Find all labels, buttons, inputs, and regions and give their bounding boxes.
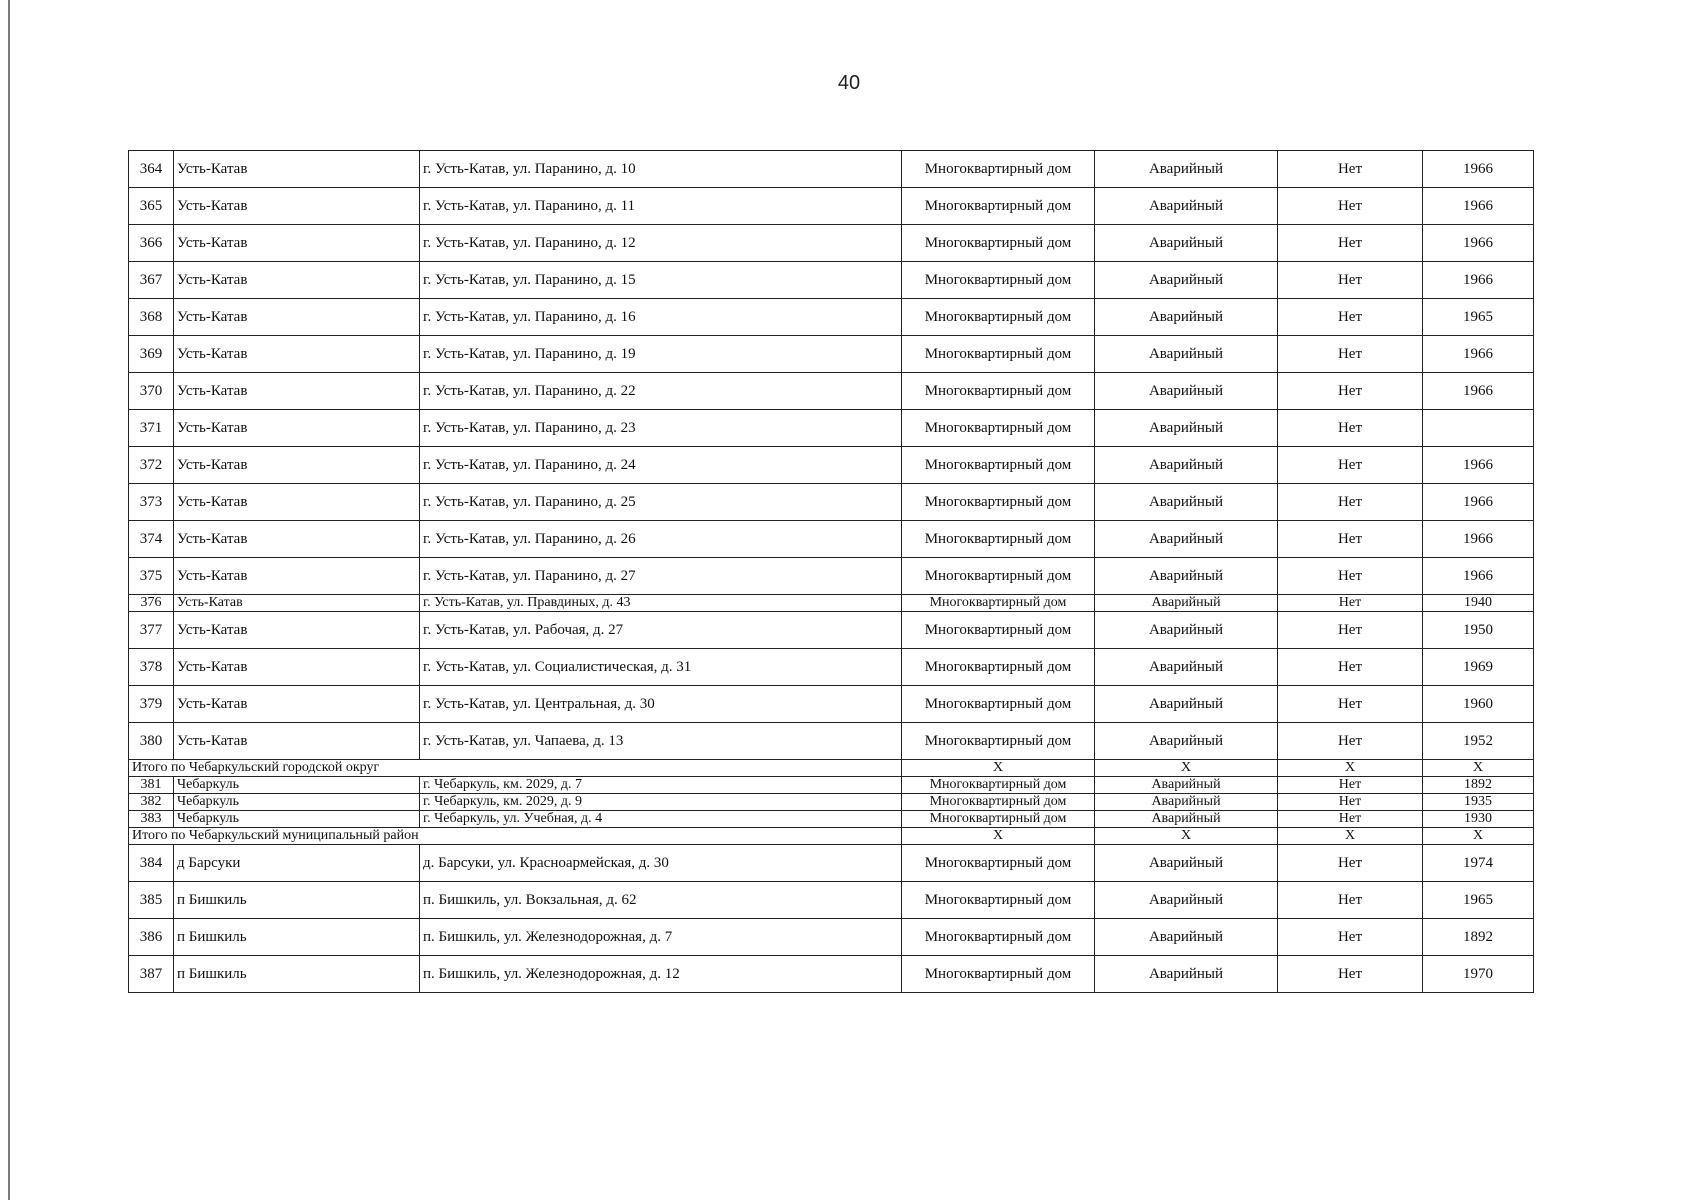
year-cell: 1965 bbox=[1423, 299, 1534, 336]
row-number: 370 bbox=[129, 373, 174, 410]
locality-cell: Усть-Катав bbox=[174, 521, 420, 558]
address-cell: г. Усть-Катав, ул. Паранино, д. 19 bbox=[420, 336, 902, 373]
flag-cell: Нет bbox=[1278, 373, 1423, 410]
year-cell: 1966 bbox=[1423, 558, 1534, 595]
address-cell: г. Чебаркуль, ул. Учебная, д. 4 bbox=[420, 811, 902, 828]
table-row bbox=[129, 595, 1534, 612]
subtotal-label: Итого по Чебаркульский муниципальный район bbox=[129, 828, 902, 845]
house-type-cell: Многоквартирный дом bbox=[902, 299, 1095, 336]
condition-cell: Аварийный bbox=[1095, 447, 1278, 484]
row-number: 380 bbox=[129, 723, 174, 760]
row-number: 371 bbox=[129, 410, 174, 447]
condition-cell: Аварийный bbox=[1095, 410, 1278, 447]
year-cell: 1974 bbox=[1423, 845, 1534, 882]
locality-cell: Усть-Катав bbox=[174, 410, 420, 447]
condition-cell: Аварийный bbox=[1095, 686, 1278, 723]
subtotal-label: Итого по Чебаркульский городской округ bbox=[129, 760, 902, 777]
locality-cell: Чебаркуль bbox=[174, 777, 420, 794]
row-number: 367 bbox=[129, 262, 174, 299]
table-row bbox=[129, 919, 1534, 956]
flag-cell: Нет bbox=[1278, 262, 1423, 299]
locality-cell: Усть-Катав bbox=[174, 686, 420, 723]
house-type-cell: X bbox=[902, 760, 1095, 777]
year-cell: 1960 bbox=[1423, 686, 1534, 723]
page-number: 40 bbox=[837, 72, 861, 94]
house-type-cell: Многоквартирный дом bbox=[902, 151, 1095, 188]
house-type-cell: Многоквартирный дом bbox=[902, 262, 1095, 299]
house-type-cell: Многоквартирный дом bbox=[902, 882, 1095, 919]
house-type-cell: Многоквартирный дом bbox=[902, 447, 1095, 484]
house-type-cell: Многоквартирный дом bbox=[902, 919, 1095, 956]
condition-cell: Аварийный bbox=[1095, 299, 1278, 336]
flag-cell: Нет bbox=[1278, 649, 1423, 686]
address-cell: г. Усть-Катав, ул. Паранино, д. 26 bbox=[420, 521, 902, 558]
table-body bbox=[129, 151, 1534, 993]
table-row bbox=[129, 956, 1534, 993]
locality-cell: Усть-Катав bbox=[174, 595, 420, 612]
address-cell: г. Усть-Катав, ул. Паранино, д. 12 bbox=[420, 225, 902, 262]
flag-cell: Нет bbox=[1278, 956, 1423, 993]
year-cell: 1892 bbox=[1423, 919, 1534, 956]
address-cell: г. Чебаркуль, км. 2029, д. 9 bbox=[420, 794, 902, 811]
row-number: 381 bbox=[129, 777, 174, 794]
address-cell: д. Барсуки, ул. Красноармейская, д. 30 bbox=[420, 845, 902, 882]
year-cell: X bbox=[1423, 760, 1534, 777]
house-type-cell: Многоквартирный дом bbox=[902, 612, 1095, 649]
address-cell: г. Усть-Катав, ул. Паранино, д. 15 bbox=[420, 262, 902, 299]
flag-cell: Нет bbox=[1278, 595, 1423, 612]
locality-cell: Усть-Катав bbox=[174, 612, 420, 649]
year-cell: 1966 bbox=[1423, 225, 1534, 262]
flag-cell: Нет bbox=[1278, 151, 1423, 188]
flag-cell: Нет bbox=[1278, 188, 1423, 225]
table-row bbox=[129, 410, 1534, 447]
address-cell: г. Усть-Катав, ул. Паранино, д. 11 bbox=[420, 188, 902, 225]
locality-cell: Усть-Катав bbox=[174, 188, 420, 225]
row-number: 369 bbox=[129, 336, 174, 373]
house-type-cell: Многоквартирный дом bbox=[902, 811, 1095, 828]
house-type-cell: Многоквартирный дом bbox=[902, 373, 1095, 410]
year-cell: 1966 bbox=[1423, 188, 1534, 225]
table-row bbox=[129, 188, 1534, 225]
locality-cell: Усть-Катав bbox=[174, 299, 420, 336]
flag-cell: Нет bbox=[1278, 447, 1423, 484]
house-type-cell: X bbox=[902, 828, 1095, 845]
year-cell: 1966 bbox=[1423, 521, 1534, 558]
row-number: 386 bbox=[129, 919, 174, 956]
house-type-cell: Многоквартирный дом bbox=[902, 956, 1095, 993]
address-cell: г. Усть-Катав, ул. Социалистическая, д. 31 bbox=[420, 649, 902, 686]
table-row bbox=[129, 447, 1534, 484]
house-type-cell: Многоквартирный дом bbox=[902, 336, 1095, 373]
table-row bbox=[129, 686, 1534, 723]
house-type-cell: Многоквартирный дом bbox=[902, 845, 1095, 882]
year-cell: 1950 bbox=[1423, 612, 1534, 649]
condition-cell: Аварийный bbox=[1095, 595, 1278, 612]
flag-cell: Нет bbox=[1278, 794, 1423, 811]
year-cell: 1966 bbox=[1423, 373, 1534, 410]
table-row bbox=[129, 723, 1534, 760]
table-row bbox=[129, 373, 1534, 410]
address-cell: г. Чебаркуль, км. 2029, д. 7 bbox=[420, 777, 902, 794]
condition-cell: Аварийный bbox=[1095, 225, 1278, 262]
row-number: 385 bbox=[129, 882, 174, 919]
house-type-cell: Многоквартирный дом bbox=[902, 410, 1095, 447]
flag-cell: Нет bbox=[1278, 845, 1423, 882]
condition-cell: Аварийный bbox=[1095, 723, 1278, 760]
address-cell: г. Усть-Катав, ул. Паранино, д. 24 bbox=[420, 447, 902, 484]
row-number: 374 bbox=[129, 521, 174, 558]
condition-cell: Аварийный bbox=[1095, 188, 1278, 225]
flag-cell: Нет bbox=[1278, 686, 1423, 723]
flag-cell: X bbox=[1278, 760, 1423, 777]
locality-cell: Усть-Катав bbox=[174, 225, 420, 262]
flag-cell: Нет bbox=[1278, 484, 1423, 521]
row-number: 378 bbox=[129, 649, 174, 686]
condition-cell: X bbox=[1095, 828, 1278, 845]
table-row bbox=[129, 794, 1534, 811]
condition-cell: Аварийный bbox=[1095, 558, 1278, 595]
flag-cell: Нет bbox=[1278, 299, 1423, 336]
house-type-cell: Многоквартирный дом bbox=[902, 649, 1095, 686]
locality-cell: Усть-Катав bbox=[174, 558, 420, 595]
condition-cell: Аварийный bbox=[1095, 151, 1278, 188]
row-number: 364 bbox=[129, 151, 174, 188]
year-cell: 1970 bbox=[1423, 956, 1534, 993]
locality-cell: Усть-Катав bbox=[174, 262, 420, 299]
row-number: 373 bbox=[129, 484, 174, 521]
scan-margin-line bbox=[8, 0, 10, 1200]
address-cell: г. Усть-Катав, ул. Паранино, д. 25 bbox=[420, 484, 902, 521]
table-row bbox=[129, 262, 1534, 299]
locality-cell: Усть-Катав bbox=[174, 151, 420, 188]
row-number: 387 bbox=[129, 956, 174, 993]
table-row bbox=[129, 299, 1534, 336]
condition-cell: Аварийный bbox=[1095, 373, 1278, 410]
table-row bbox=[129, 225, 1534, 262]
locality-cell: Усть-Катав bbox=[174, 336, 420, 373]
table-row bbox=[129, 336, 1534, 373]
table-subtotal-row bbox=[129, 828, 1534, 845]
house-type-cell: Многоквартирный дом bbox=[902, 723, 1095, 760]
row-number: 382 bbox=[129, 794, 174, 811]
house-type-cell: Многоквартирный дом bbox=[902, 686, 1095, 723]
address-cell: г. Усть-Катав, ул. Паранино, д. 23 bbox=[420, 410, 902, 447]
address-cell: г. Усть-Катав, ул. Рабочая, д. 27 bbox=[420, 612, 902, 649]
year-cell: 1966 bbox=[1423, 484, 1534, 521]
emergency-housing-table bbox=[128, 150, 1534, 993]
flag-cell: Нет bbox=[1278, 919, 1423, 956]
year-cell: 1966 bbox=[1423, 336, 1534, 373]
condition-cell: Аварийный bbox=[1095, 262, 1278, 299]
flag-cell: Нет bbox=[1278, 723, 1423, 760]
locality-cell: Усть-Катав bbox=[174, 649, 420, 686]
row-number: 366 bbox=[129, 225, 174, 262]
address-cell: г. Усть-Катав, ул. Паранино, д. 22 bbox=[420, 373, 902, 410]
locality-cell: д Барсуки bbox=[174, 845, 420, 882]
flag-cell: Нет bbox=[1278, 521, 1423, 558]
locality-cell: п Бишкиль bbox=[174, 919, 420, 956]
flag-cell: Нет bbox=[1278, 882, 1423, 919]
locality-cell: п Бишкиль bbox=[174, 882, 420, 919]
year-cell: 1966 bbox=[1423, 447, 1534, 484]
locality-cell: Усть-Катав bbox=[174, 447, 420, 484]
table-row bbox=[129, 811, 1534, 828]
address-cell: г. Усть-Катав, ул. Паранино, д. 16 bbox=[420, 299, 902, 336]
condition-cell: Аварийный bbox=[1095, 484, 1278, 521]
row-number: 384 bbox=[129, 845, 174, 882]
year-cell: X bbox=[1423, 828, 1534, 845]
house-type-cell: Многоквартирный дом bbox=[902, 777, 1095, 794]
table-row bbox=[129, 845, 1534, 882]
table-row bbox=[129, 558, 1534, 595]
house-type-cell: Многоквартирный дом bbox=[902, 225, 1095, 262]
row-number: 368 bbox=[129, 299, 174, 336]
flag-cell: Нет bbox=[1278, 612, 1423, 649]
condition-cell: Аварийный bbox=[1095, 649, 1278, 686]
table-row bbox=[129, 521, 1534, 558]
row-number: 377 bbox=[129, 612, 174, 649]
house-type-cell: Многоквартирный дом bbox=[902, 484, 1095, 521]
year-cell: 1969 bbox=[1423, 649, 1534, 686]
year-cell: 1940 bbox=[1423, 595, 1534, 612]
condition-cell: Аварийный bbox=[1095, 521, 1278, 558]
flag-cell: Нет bbox=[1278, 811, 1423, 828]
address-cell: г. Усть-Катав, ул. Паранино, д. 10 bbox=[420, 151, 902, 188]
address-cell: п. Бишкиль, ул. Железнодорожная, д. 12 bbox=[420, 956, 902, 993]
year-cell: 1935 bbox=[1423, 794, 1534, 811]
row-number: 365 bbox=[129, 188, 174, 225]
address-cell: г. Усть-Катав, ул. Чапаева, д. 13 bbox=[420, 723, 902, 760]
flag-cell: Нет bbox=[1278, 410, 1423, 447]
house-type-cell: Многоквартирный дом bbox=[902, 188, 1095, 225]
locality-cell: Чебаркуль bbox=[174, 811, 420, 828]
flag-cell: Нет bbox=[1278, 336, 1423, 373]
year-cell: 1952 bbox=[1423, 723, 1534, 760]
row-number: 372 bbox=[129, 447, 174, 484]
locality-cell: Усть-Катав bbox=[174, 373, 420, 410]
year-cell: 1966 bbox=[1423, 151, 1534, 188]
year-cell: 1965 bbox=[1423, 882, 1534, 919]
table-row bbox=[129, 151, 1534, 188]
condition-cell: Аварийный bbox=[1095, 956, 1278, 993]
condition-cell: Аварийный bbox=[1095, 811, 1278, 828]
condition-cell: Аварийный bbox=[1095, 919, 1278, 956]
address-cell: г. Усть-Катав, ул. Правдиных, д. 43 bbox=[420, 595, 902, 612]
address-cell: п. Бишкиль, ул. Железнодорожная, д. 7 bbox=[420, 919, 902, 956]
house-type-cell: Многоквартирный дом bbox=[902, 595, 1095, 612]
address-cell: г. Усть-Катав, ул. Паранино, д. 27 bbox=[420, 558, 902, 595]
flag-cell: Нет bbox=[1278, 225, 1423, 262]
condition-cell: Аварийный bbox=[1095, 777, 1278, 794]
year-cell: 1892 bbox=[1423, 777, 1534, 794]
flag-cell: X bbox=[1278, 828, 1423, 845]
table-row bbox=[129, 484, 1534, 521]
row-number: 376 bbox=[129, 595, 174, 612]
address-cell: п. Бишкиль, ул. Вокзальная, д. 62 bbox=[420, 882, 902, 919]
year-cell bbox=[1423, 410, 1534, 447]
condition-cell: Аварийный bbox=[1095, 882, 1278, 919]
flag-cell: Нет bbox=[1278, 558, 1423, 595]
condition-cell: Аварийный bbox=[1095, 612, 1278, 649]
year-cell: 1930 bbox=[1423, 811, 1534, 828]
table-row bbox=[129, 612, 1534, 649]
year-cell: 1966 bbox=[1423, 262, 1534, 299]
locality-cell: Усть-Катав bbox=[174, 723, 420, 760]
row-number: 383 bbox=[129, 811, 174, 828]
condition-cell: Аварийный bbox=[1095, 845, 1278, 882]
house-type-cell: Многоквартирный дом bbox=[902, 521, 1095, 558]
table-row bbox=[129, 777, 1534, 794]
locality-cell: п Бишкиль bbox=[174, 956, 420, 993]
condition-cell: Аварийный bbox=[1095, 336, 1278, 373]
row-number: 379 bbox=[129, 686, 174, 723]
condition-cell: Аварийный bbox=[1095, 794, 1278, 811]
row-number: 375 bbox=[129, 558, 174, 595]
house-type-cell: Многоквартирный дом bbox=[902, 794, 1095, 811]
condition-cell: X bbox=[1095, 760, 1278, 777]
address-cell: г. Усть-Катав, ул. Центральная, д. 30 bbox=[420, 686, 902, 723]
table-row bbox=[129, 649, 1534, 686]
table-subtotal-row bbox=[129, 760, 1534, 777]
table-row bbox=[129, 882, 1534, 919]
locality-cell: Усть-Катав bbox=[174, 484, 420, 521]
house-type-cell: Многоквартирный дом bbox=[902, 558, 1095, 595]
locality-cell: Чебаркуль bbox=[174, 794, 420, 811]
flag-cell: Нет bbox=[1278, 777, 1423, 794]
